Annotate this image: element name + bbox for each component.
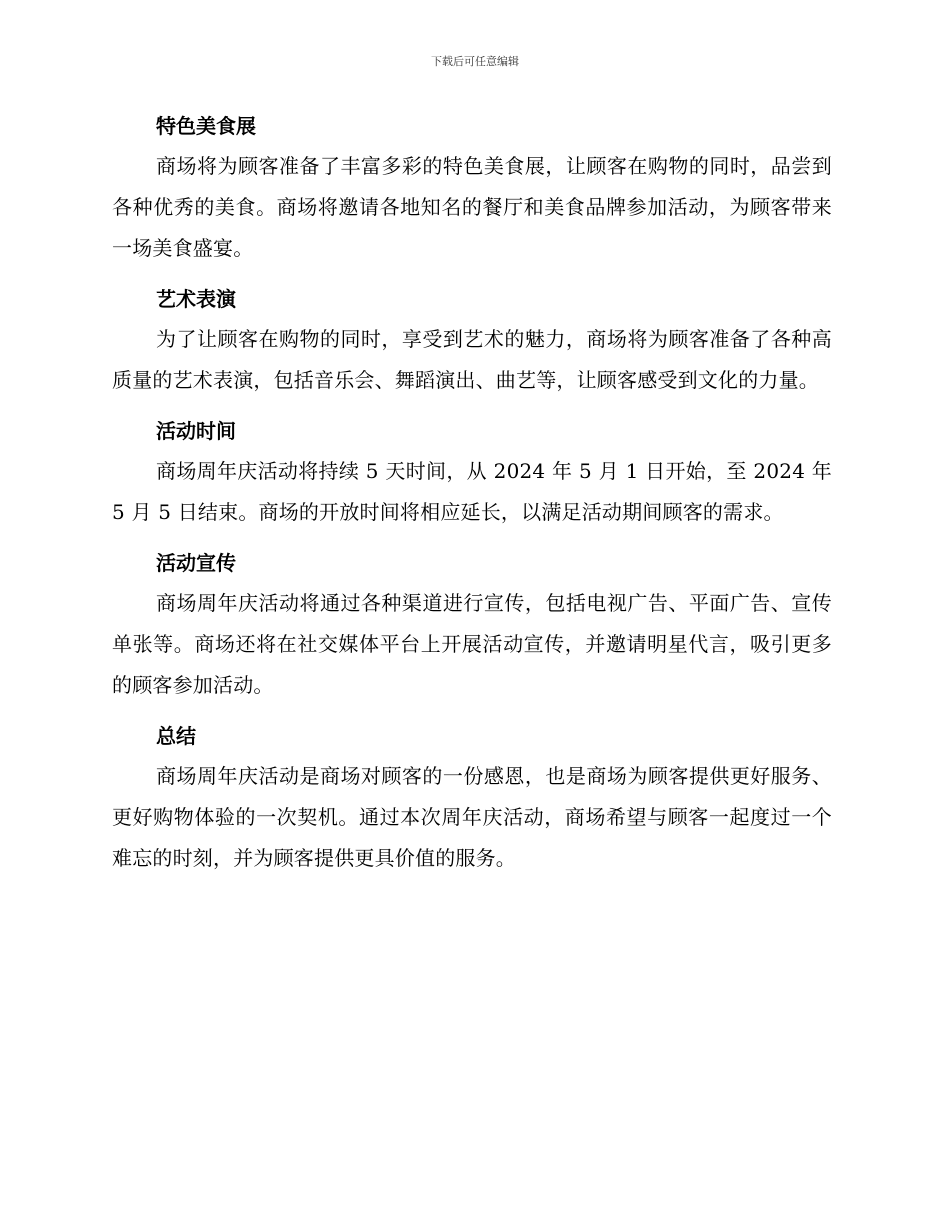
section-body-food-expo: 商场将为顾客准备了丰富多彩的特色美食展，让顾客在购物的同时，品尝到各种优秀的美食。商场将邀请各地知名的餐厅和美食品牌参加活动，为顾客带来一场美食盛宴。 bbox=[112, 154, 832, 260]
section-heading-food-expo: 特色美食展 bbox=[156, 114, 256, 138]
section-body-art-performance: 为了让顾客在购物的同时，享受到艺术的魅力，商场将为顾客准备了各种高质量的艺术表演，包括音乐会、舞蹈演出、曲艺等，让顾客感受到文化的力量。 bbox=[112, 327, 832, 392]
section-heading-promotion: 活动宣传 bbox=[156, 551, 236, 575]
page-header: 下载后可任意编辑 bbox=[431, 55, 519, 68]
section-heading-art-performance: 艺术表演 bbox=[156, 287, 236, 311]
document-content bbox=[112, 106, 832, 889]
section-body-event-time: 商场周年庆活动将持续 5 天时间，从 2024 年 5 月 1 日开始，至 2024 年 5 月 5 日结束。商场的开放时间将相应延长，以满足活动期间顾客的需求。 bbox=[112, 459, 832, 524]
section-body-summary: 商场周年庆活动是商场对顾客的一份感恩，也是商场为顾客提供更好服务、更好购物体验的一次契机。通过本次周年庆活动，商场希望与顾客一起度过一个难忘的时刻，并为顾客提供更具价值的服务。 bbox=[112, 764, 832, 870]
section-heading-summary: 总结 bbox=[156, 724, 196, 748]
section-body-promotion: 商场周年庆活动将通过各种渠道进行宣传，包括电视广告、平面广告、宣传单张等。商场还将在社交媒体平台上开展活动宣传，并邀请明星代言，吸引更多的顾客参加活动。 bbox=[112, 591, 832, 697]
section-heading-event-time: 活动时间 bbox=[156, 419, 236, 443]
